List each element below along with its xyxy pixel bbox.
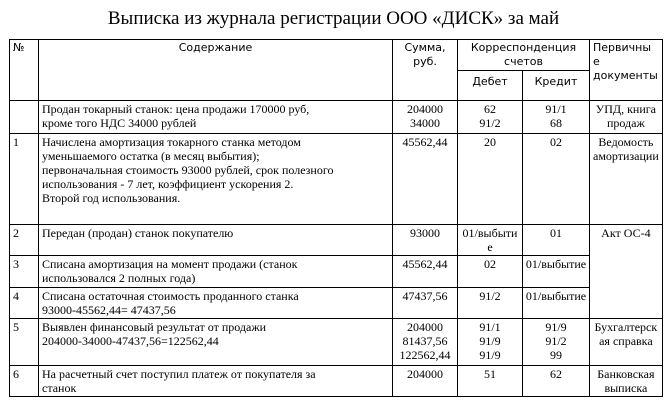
row-content: Списана остаточная стоимость проданного станка 93000-45562,44= 47437,56 [39,288,393,319]
table-row [10,256,663,288]
row-document: Акт ОС-4 [590,225,663,319]
header-row [10,40,663,71]
row-content: На расчетный счет поступил платеж от покупателя за станок [39,366,393,397]
row-sum: 47437,56 [393,288,458,319]
row-debit: 01/выбыти е [458,225,523,256]
table-row [10,101,663,134]
row-number [10,101,39,134]
row-sum: 204000 81437,56 122562,44 [393,319,458,366]
header-credit: Кредит [523,71,590,101]
row-debit: 91/2 [458,288,523,319]
journal-table [9,39,663,397]
row-credit: 01/выбытие [523,256,590,288]
table-row [10,319,663,366]
header-number: № [10,40,39,101]
header-content: Содержание [39,40,393,101]
table-row [10,288,663,319]
row-content: Выявлен финансовый результат от продажи 204000-34000-47437,56=122562,44 [39,319,393,366]
table-row [10,366,663,397]
row-document: Бухгалтерск ая справка [590,319,663,366]
row-content: Списана амортизация на момент продажи (станок использовался 2 полных года) [39,256,393,288]
row-document: Ведомость амортизации [590,134,663,225]
row-credit: 01/выбытие [523,288,590,319]
row-number: 5 [10,319,39,366]
row-sum: 204000 34000 [393,101,458,134]
table-row [10,225,663,256]
row-credit: 91/9 91/2 99 [523,319,590,366]
header-debit: Дебет [458,71,523,101]
row-content: Продан токарный станок: цена продажи 170000 руб, кроме того НДС 34000 рублей [39,101,393,134]
row-sum: 204000 [393,366,458,397]
row-debit: 20 [458,134,523,225]
header-correspondence: Корреспонденция счетов [458,40,590,71]
row-sum: 45562,44 [393,134,458,225]
row-credit: 91/1 68 [523,101,590,134]
row-credit: 02 [523,134,590,225]
row-number: 4 [10,288,39,319]
row-content: Начислена амортизация токарного станка методом уменьшаемого остатка (в месяц выбытия); первоначальная стоимость 93000 рублей, срок полезного использования - 7 лет, коэффициент ускорения 2. Второй год использования. [39,134,393,225]
row-content: Передан (продан) станок покупателю [39,225,393,256]
row-debit: 91/1 91/9 91/9 [458,319,523,366]
row-debit: 51 [458,366,523,397]
row-sum: 93000 [393,225,458,256]
header-documents: Первичны е документы [590,40,663,101]
row-debit: 62 91/2 [458,101,523,134]
row-credit: 01 [523,225,590,256]
row-number: 3 [10,256,39,288]
row-debit: 02 [458,256,523,288]
table-row [10,134,663,225]
row-number: 2 [10,225,39,256]
row-credit: 62 [523,366,590,397]
row-number: 1 [10,134,39,225]
row-document: УПД, книга продаж [590,101,663,134]
header-sum: Сумма, руб. [393,40,458,101]
row-document: Банковская выписка [590,366,663,397]
page-title: Выписка из журнала регистрации ООО «ДИСК» за май [107,8,560,29]
row-number: 6 [10,366,39,397]
row-sum: 45562,44 [393,256,458,288]
